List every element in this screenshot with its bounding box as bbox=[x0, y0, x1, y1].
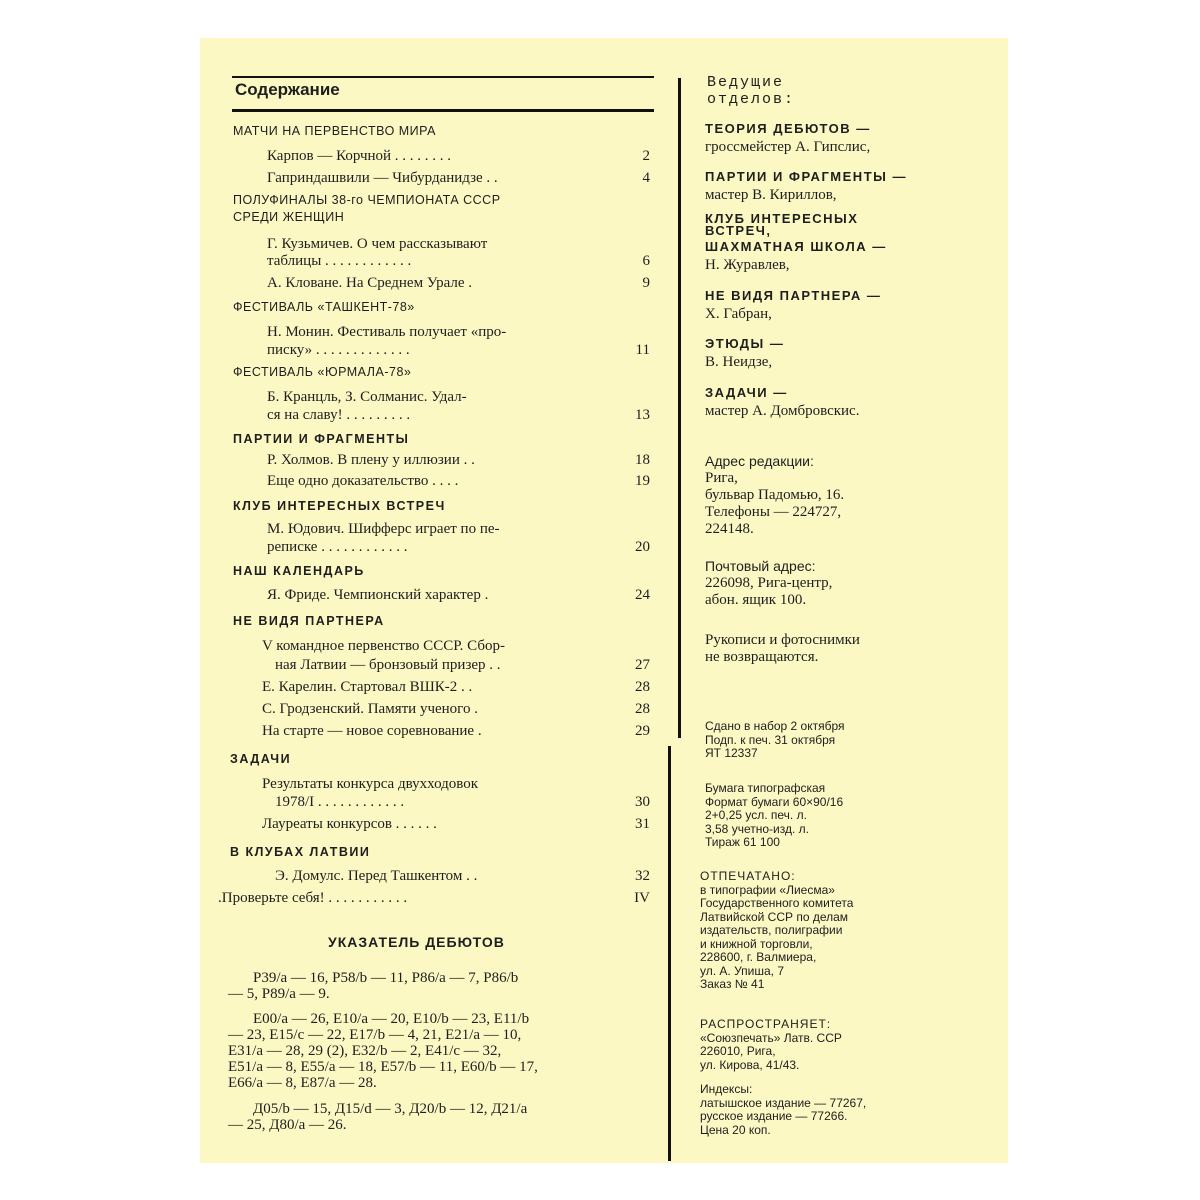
toc-entry: С. Гродзенский. Памяти ученого . bbox=[262, 701, 478, 717]
department-editor: Н. Журавлев, bbox=[705, 257, 790, 273]
toc-entry: таблицы . . . . . . . . . . . . bbox=[267, 253, 412, 269]
toc-entry: ся на славу! . . . . . . . . . bbox=[267, 407, 411, 423]
department-editor: гроссмейстер А. Гипслис, bbox=[705, 139, 871, 155]
column-divider bbox=[678, 78, 681, 738]
toc-entry: Е. Карелин. Стартовал ВШК-2 . . bbox=[262, 679, 473, 695]
toc-entry: Я. Фриде. Чемпионский характер . bbox=[267, 587, 489, 603]
toc-entry: 1978/I . . . . . . . . . . . . bbox=[275, 794, 405, 810]
index-line: — 5, Р89/а — 9. bbox=[228, 986, 330, 1002]
department-editor: Х. Габран, bbox=[705, 306, 772, 322]
department-title: ЗАДАЧИ — bbox=[705, 385, 788, 400]
toc-page: 28 bbox=[635, 701, 650, 717]
toc-entry: Н. Монин. Фестиваль получает «про- bbox=[267, 324, 507, 340]
section-heading: НАШ КАЛЕНДАРЬ bbox=[233, 564, 365, 578]
editors-heading: Ведущие отделов: bbox=[707, 74, 796, 108]
toc-entry: V командное первенство СССР. Сбор- bbox=[262, 638, 505, 654]
section-heading: ЗАДАЧИ bbox=[230, 752, 292, 766]
index-line: — 25, Д80/а — 26. bbox=[228, 1117, 347, 1133]
toc-page: 30 bbox=[635, 794, 650, 810]
page-title: Содержание bbox=[235, 80, 340, 99]
toc-page: 29 bbox=[635, 723, 650, 739]
toc-entry: Карпов — Корчной . . . . . . . . bbox=[267, 148, 452, 164]
section-heading: МАТЧИ НА ПЕРВЕНСТВО МИРА bbox=[233, 124, 436, 138]
toc-entry: Гаприндашвили — Чибурданидзе . . bbox=[267, 170, 498, 186]
distributor-info: РАСПРОСТРАНЯЕТ: «Союзпечать» Латв. ССР 226010, Рига, ул. Кирова, 41/43. bbox=[700, 1017, 842, 1072]
toc-page: 28 bbox=[635, 679, 650, 695]
department-editor: мастер В. Кириллов, bbox=[705, 187, 837, 203]
department-editor: мастер А. Домбровскис. bbox=[705, 403, 860, 419]
printed-info: ОТПЕЧАТАНО: в типографии «Лиесма» Государственного комитета Латвийской ССР по делам издательств, полиграфии и книжной торговли, 228600, г. Валмиера, ул. А. Упиша, 7 Заказ № 41 bbox=[700, 869, 854, 991]
department-title: КЛУБ ИНТЕРЕСНЫХ ВСТРЕЧ, bbox=[705, 211, 859, 238]
toc-page: 9 bbox=[642, 275, 650, 291]
toc-page: 2 bbox=[642, 148, 650, 164]
toc-entry: А. Кловане. На Среднем Урале . bbox=[267, 275, 473, 291]
toc-page: 6 bbox=[642, 253, 650, 269]
toc-entry: Результаты конкурса двухходовок bbox=[262, 776, 479, 792]
toc-page: 32 bbox=[635, 868, 650, 884]
department-title: ЭТЮДЫ — bbox=[705, 336, 785, 351]
section-heading: ФЕСТИВАЛЬ «ЮРМАЛА-78» bbox=[233, 365, 412, 379]
section-heading: ПАРТИИ И ФРАГМЕНТЫ bbox=[233, 432, 410, 446]
index-line: Е51/а — 8, Е55/а — 18, Е57/b — 11, Е60/b — 17, bbox=[228, 1059, 538, 1075]
toc-page: 18 bbox=[635, 452, 650, 468]
department-title: ТЕОРИЯ ДЕБЮТОВ — bbox=[705, 121, 871, 136]
toc-page: 11 bbox=[635, 342, 650, 358]
toc-page: 31 bbox=[635, 816, 650, 832]
toc-page: 27 bbox=[635, 657, 650, 673]
toc-page: 20 bbox=[635, 539, 650, 555]
toc-page: 4 bbox=[642, 170, 650, 186]
typesetting-info: Сдано в набор 2 октября Подп. к печ. 31 октября ЯТ 12337 bbox=[705, 719, 845, 760]
department-editor: В. Неидзе, bbox=[705, 354, 773, 370]
section-heading: КЛУБ ИНТЕРЕСНЫХ ВСТРЕЧ bbox=[233, 499, 446, 513]
index-line: Е31/а — 28, 29 (2), Е32/b — 2, Е41/с — 32, bbox=[228, 1043, 502, 1059]
section-heading: В КЛУБАХ ЛАТВИИ bbox=[230, 845, 371, 859]
index-paragraph bbox=[228, 1011, 538, 1091]
postal-heading: Почтовый адрес: bbox=[705, 558, 816, 574]
toc-page: 13 bbox=[635, 407, 650, 423]
index-info: Индексы: латышское издание — 77267, русское издание — 77266. Цена 20 коп. bbox=[700, 1082, 867, 1137]
toc-entry: М. Юдович. Шифферс играет по пе- bbox=[267, 521, 500, 537]
index-line: Е00/а — 26, Е10/а — 20, Е10/b — 23, Е11/b bbox=[253, 1011, 530, 1027]
index-line: Е66/а — 8, Е87/а — 28. bbox=[228, 1075, 377, 1091]
toc-page: IV bbox=[634, 890, 650, 906]
section-heading: НЕ ВИДЯ ПАРТНЕРА bbox=[233, 614, 385, 628]
section-heading: СРЕДИ ЖЕНЩИН bbox=[233, 210, 345, 224]
department-title: ШАХМАТНАЯ ШКОЛА — bbox=[705, 239, 887, 254]
toc-page: 19 bbox=[635, 473, 650, 489]
paper-info: Бумага типографская Формат бумаги 60×90/16 2+0,25 усл. печ. л. 3,58 учетно-изд. л. Тираж 61 100 bbox=[705, 781, 844, 849]
section-heading: ПОЛУФИНАЛЫ 38-го ЧЕМПИОНАТА СССР bbox=[233, 193, 501, 207]
index-paragraph bbox=[228, 970, 518, 1002]
title-rule-top bbox=[232, 76, 654, 78]
toc-entry: Р. Холмов. В плену у иллюзии . . bbox=[267, 452, 475, 468]
toc-entry: Лауреаты конкурсов . . . . . . bbox=[262, 816, 437, 832]
toc-entry: писку» . . . . . . . . . . . . . bbox=[267, 342, 410, 358]
toc-entry: Еще одно доказательство . . . . bbox=[267, 473, 459, 489]
toc-page: 24 bbox=[635, 587, 650, 603]
index-line: — 23, Е15/с — 22, Е17/b — 4, 21, Е21/а — 10, bbox=[228, 1027, 522, 1043]
section-heading: ФЕСТИВАЛЬ «ТАШКЕНТ-78» bbox=[233, 300, 415, 314]
toc-entry: На старте — новое соревнование . bbox=[262, 723, 482, 739]
toc-entry: .Проверьте себя! . . . . . . . . . . . bbox=[218, 890, 408, 906]
index-line: Д05/b — 15, Д15/d — 3, Д20/b — 12, Д21/а bbox=[253, 1101, 528, 1117]
department-title: НЕ ВИДЯ ПАРТНЕРА — bbox=[705, 288, 882, 303]
toc-entry: Г. Кузьмичев. О чем рассказывают bbox=[267, 236, 488, 252]
title-rule-bottom bbox=[232, 109, 654, 112]
postal-address: Почтовый адрес: 226098, Рига-центр, абон. ящик 100. bbox=[705, 558, 833, 608]
editorial-address: Адрес редакции: Рига, бульвар Падомью, 16. Телефоны — 224727, 224148. bbox=[705, 453, 845, 537]
manuscripts-note: Рукописи и фотоснимки не возвращаются. bbox=[705, 632, 860, 665]
column-divider-lower bbox=[668, 746, 671, 1161]
toc-entry: Э. Домулс. Перед Ташкентом . . bbox=[275, 868, 478, 884]
index-line: Р39/а — 16, Р58/b — 11, Р86/а — 7, Р86/b bbox=[253, 970, 519, 986]
toc-entry: реписке . . . . . . . . . . . . bbox=[267, 539, 408, 555]
toc-entry: Б. Кранцль, З. Солманис. Удал- bbox=[267, 389, 467, 405]
toc-entry: ная Латвии — бронзовый призер . . bbox=[275, 657, 501, 673]
index-title: УКАЗАТЕЛЬ ДЕБЮТОВ bbox=[328, 934, 505, 950]
address-heading: Адрес редакции: bbox=[705, 453, 814, 469]
magazine-page bbox=[200, 38, 1008, 1163]
index-paragraph bbox=[228, 1101, 527, 1133]
department-title: ПАРТИИ И ФРАГМЕНТЫ — bbox=[705, 169, 907, 184]
